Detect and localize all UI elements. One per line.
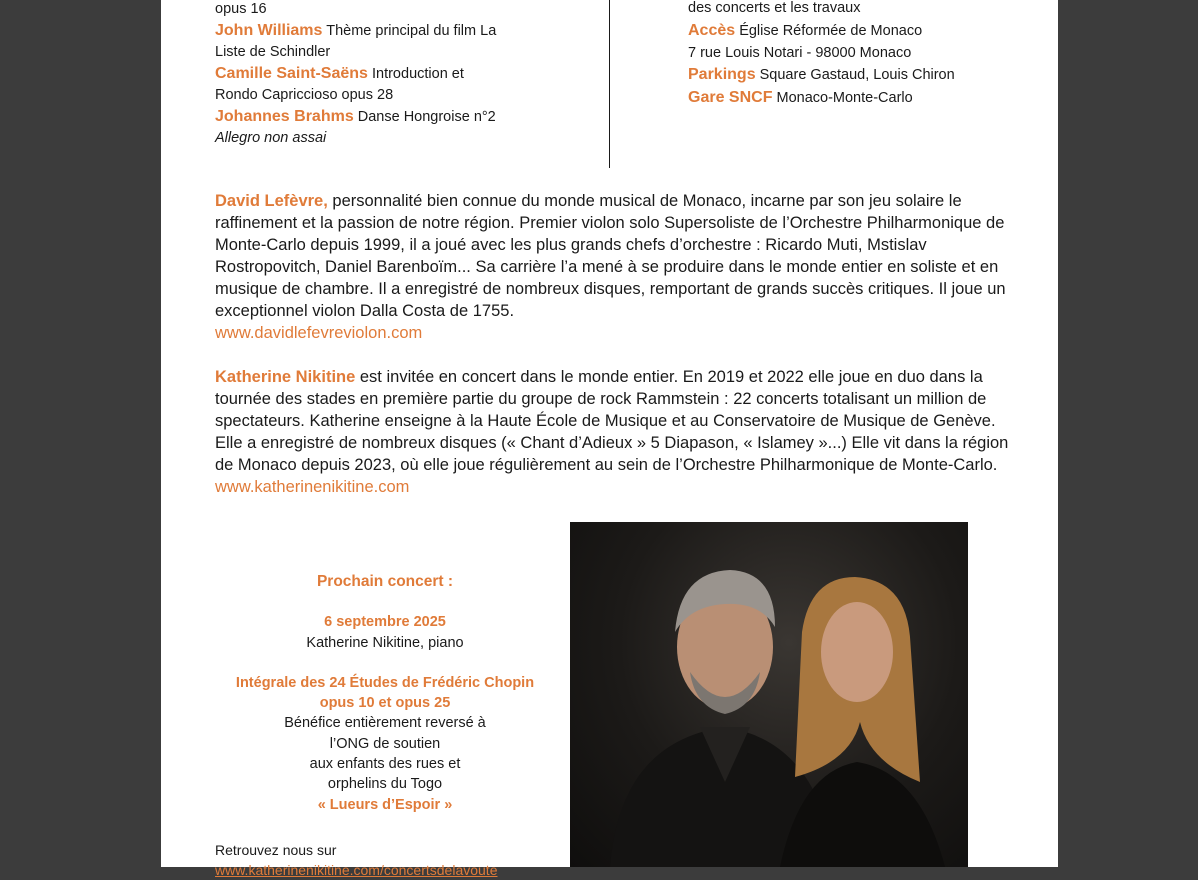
work-title: Danse Hongroise n°2	[357, 109, 496, 125]
program-line: Rondo Capriccioso opus 28	[215, 87, 394, 103]
program-item	[215, 63, 545, 85]
bio-name: David Lefèvre,	[215, 192, 328, 210]
next-concert-heading: Prochain concert :	[316, 573, 454, 590]
benefit-line: Bénéfice entièrement reversé à	[284, 715, 486, 732]
program-item	[215, 106, 545, 128]
program-item	[215, 20, 545, 42]
train-value: Monaco-Monte-Carlo	[776, 90, 913, 107]
bio-katherine	[215, 366, 1010, 498]
access-row	[688, 20, 1018, 43]
footer	[215, 840, 497, 880]
website-link[interactable]: www.davidlefevreviolon.com	[215, 324, 423, 342]
parking-label: Parkings	[688, 66, 756, 84]
program-list	[215, 0, 545, 149]
next-concert	[215, 572, 555, 815]
access-address: 7 rue Louis Notari - 98000 Monaco	[688, 44, 912, 61]
performers-photo	[570, 522, 968, 867]
work-title: Thème principal du film La	[326, 23, 497, 39]
concerts-link[interactable]: www.katherinenikitine.com/concertsdelavoute	[215, 862, 498, 878]
info-line: des concerts et les travaux	[688, 0, 861, 16]
access-label: Accès	[688, 21, 736, 39]
benefit-line: l’ONG de soutien	[329, 735, 441, 752]
program-line: Allegro non assai	[215, 130, 327, 146]
composer-name: Johannes Brahms	[215, 108, 354, 125]
bio-david	[215, 190, 1015, 344]
work-title: Introduction et	[371, 66, 464, 82]
website-link[interactable]: www.katherinenikitine.com	[215, 478, 410, 496]
parking-value: Square Gastaud, Louis Chiron	[759, 67, 955, 84]
program-line: Liste de Schindler	[215, 44, 331, 60]
find-us-text: Retrouvez nous sur	[215, 842, 337, 858]
concert-performer: Katherine Nikitine, piano	[306, 634, 464, 651]
access-value: Église Réformée de Monaco	[739, 22, 923, 39]
benefit-line: orphelins du Togo	[327, 776, 443, 793]
bio-name: Katherine Nikitine	[215, 368, 356, 386]
column-divider	[609, 0, 610, 168]
bio-text: est invitée en concert dans le monde entier. En 2019 et 2022 elle joue en duo dans la tournée des stades en première partie du groupe de rock Rammstein : 22 concerts totalisant un million de spectateurs. Katherine enseigne à la Haute École de Musique et au Conservatoire de Musique de Genève. Elle a enregistré de nombreux disques (« Chant d’Adieux » 5 Diapason, « Islamey »...) Elle vit dans la région de Monaco depuis 2023, où elle joue régulièrement au sein de l’Orchestre Philharmonique de Monte-Carlo.	[215, 368, 1009, 474]
concert-title: Intégrale des 24 Études de Frédéric Chopin	[235, 674, 535, 691]
concert-title-2: opus 10 et opus 25	[319, 695, 451, 712]
document-page	[161, 0, 1058, 878]
program-line: opus 16	[215, 1, 267, 17]
train-label: Gare SNCF	[688, 89, 773, 107]
composer-name: Camille Saint-Saëns	[215, 65, 368, 82]
parking-row	[688, 64, 1018, 87]
venue-info	[688, 0, 1018, 110]
bio-text: personnalité bien connue du monde musical de Monaco, incarne par son jeu solaire le raffinement et la passion de notre région. Premier violon solo Supersoliste de l’Orchestre Philharmonique de Monte-Carlo depuis 1999, il a joué avec les plus grands chefs d’orchestre : Ricardo Muti, Mstislav Rostropovitch, Daniel Barenboïm... Sa carrière l’a mené à se produire dans le monde entier en soliste et en musique de chambre. Il a enregistré de nombreux disques, remportant de grands succès critiques. Il joue un exceptionnel violon Dalla Costa de 1755.	[215, 192, 1006, 320]
composer-name: John Williams	[215, 22, 323, 39]
train-row	[688, 87, 1018, 110]
concert-date: 6 septembre 2025	[324, 614, 446, 631]
charity-name: « Lueurs d’Espoir »	[317, 796, 453, 813]
benefit-line: aux enfants des rues et	[309, 756, 461, 773]
